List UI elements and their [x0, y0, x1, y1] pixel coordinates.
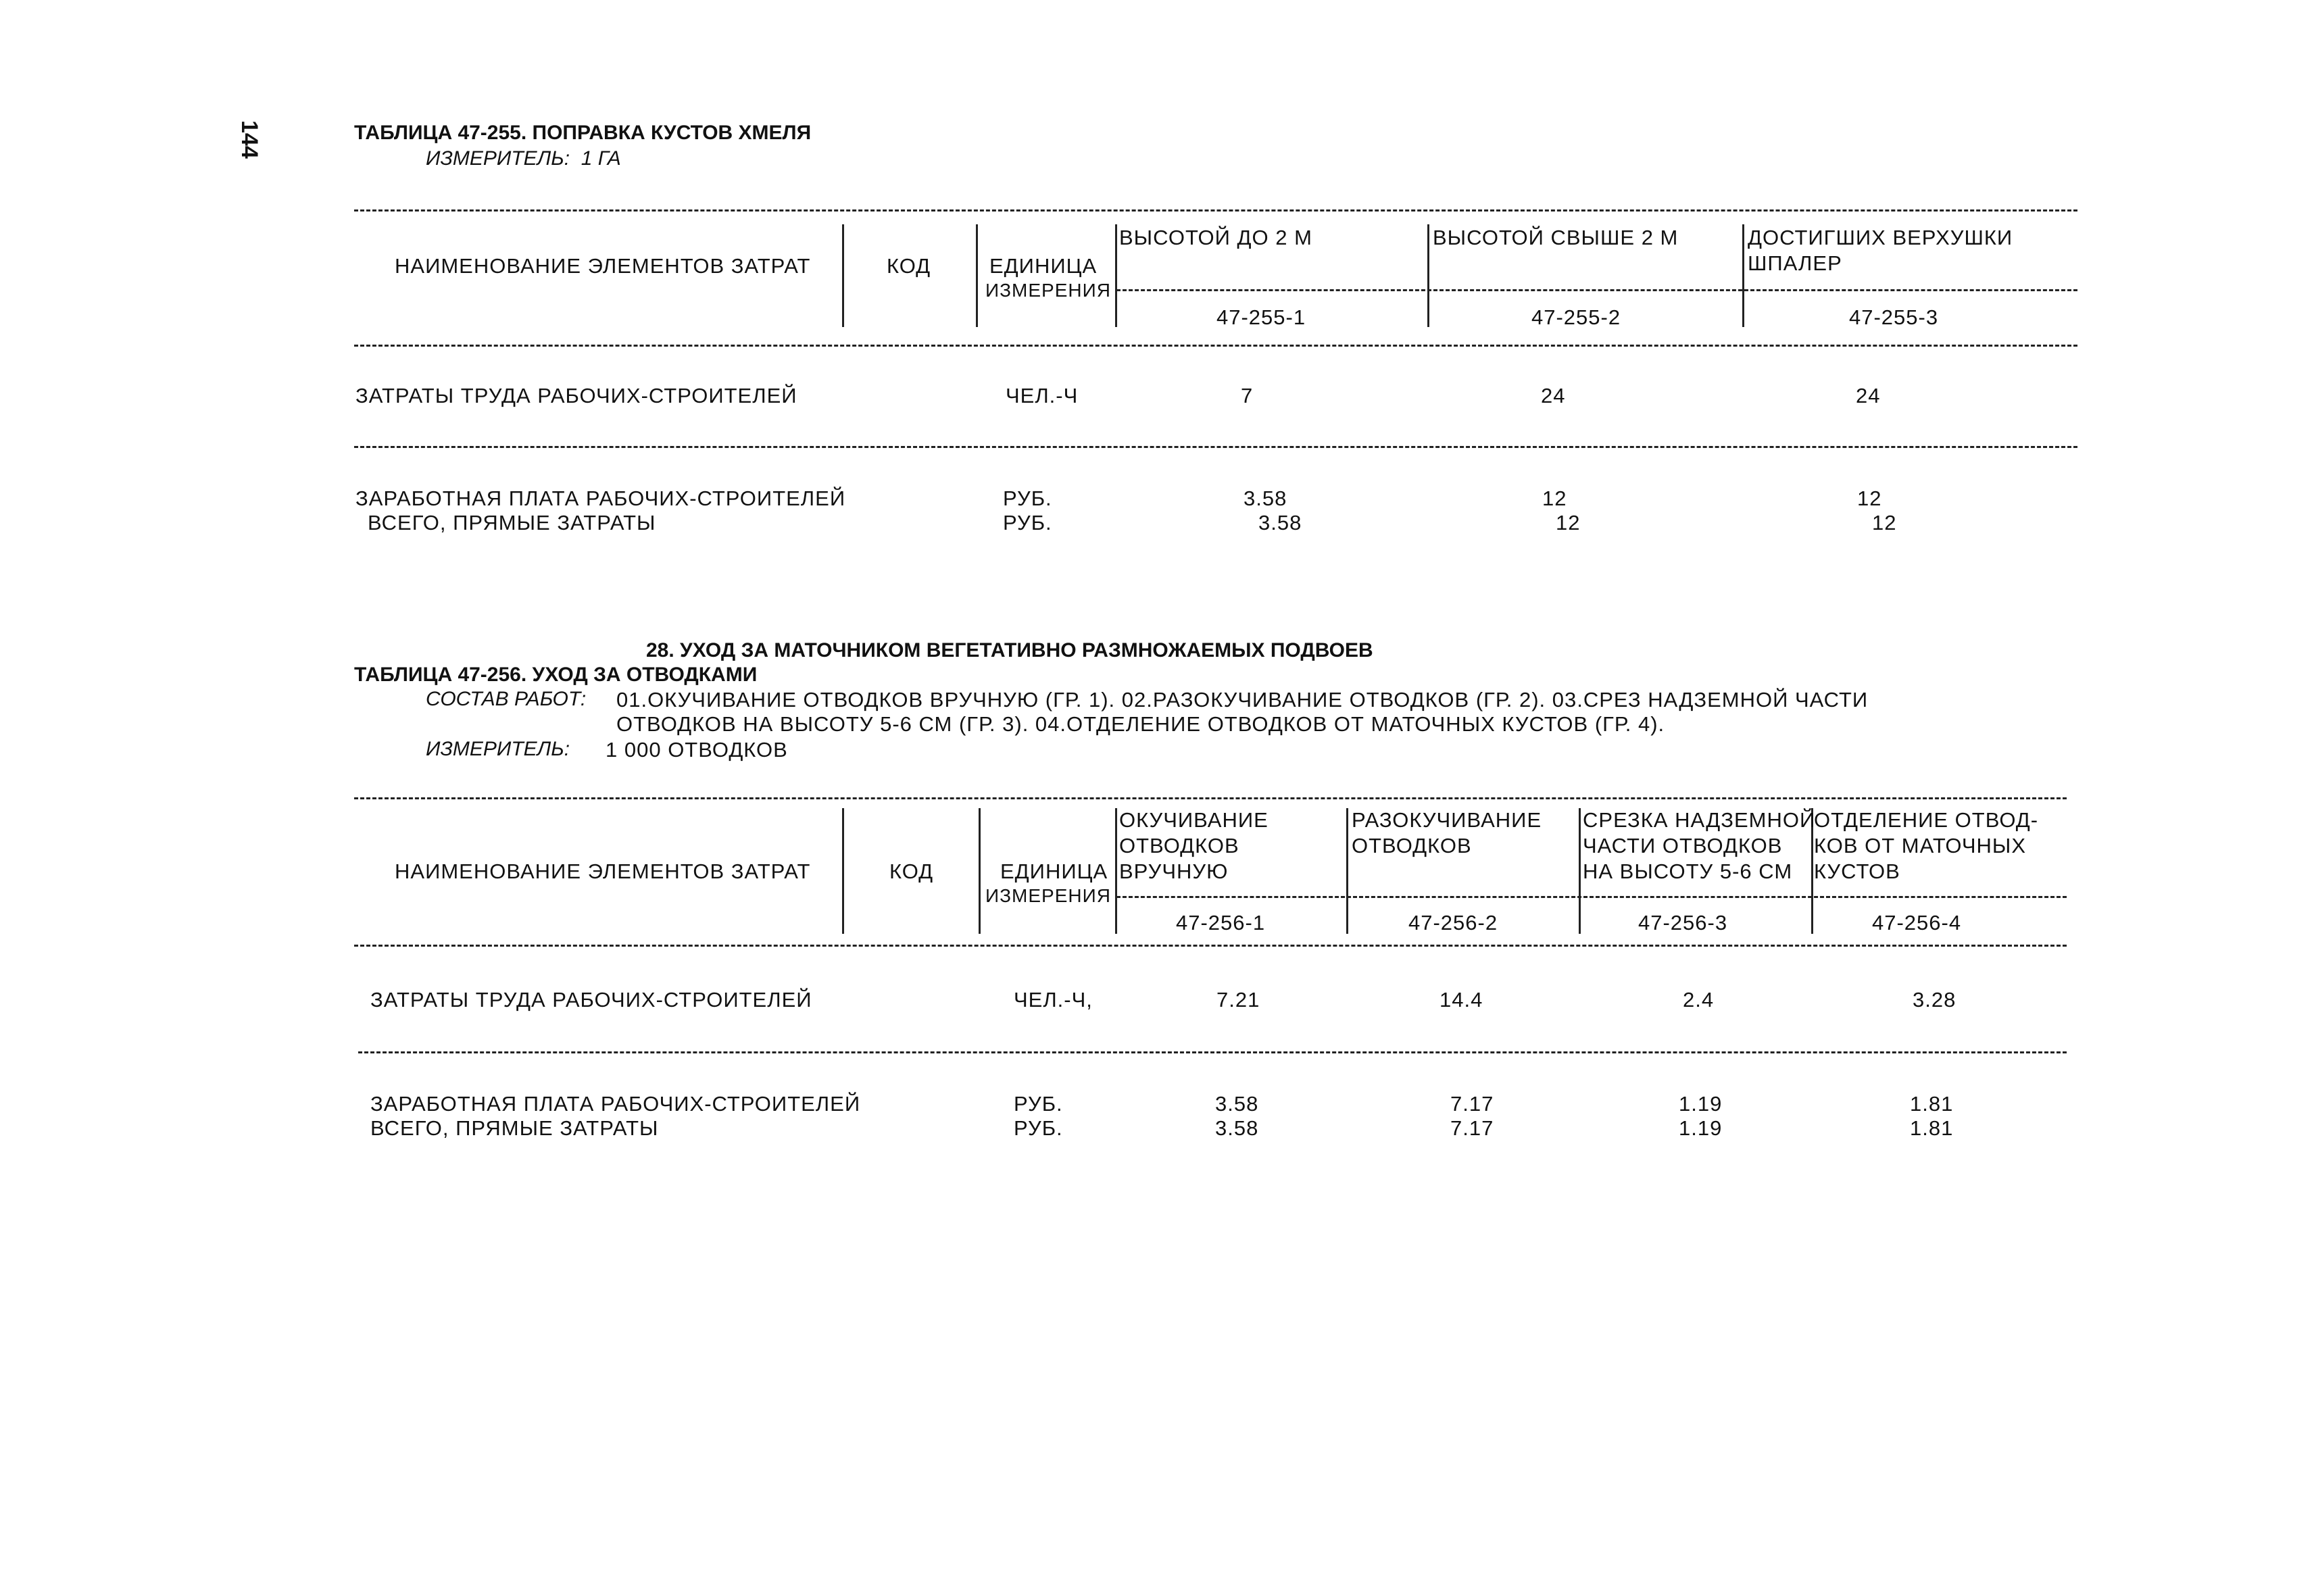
- t256-row3-name: ВСЕГО, ПРЯМЫЕ ЗАТРАТЫ: [370, 1116, 659, 1140]
- t255-row2-unit: РУБ.: [1003, 487, 1052, 510]
- t255-head-code: КОД: [887, 254, 931, 278]
- t256-row2-v3: 1.19: [1679, 1092, 1723, 1116]
- t255-row1-name: ЗАТРАТЫ ТРУДА РАБОЧИХ-СТРОИТЕЛЕЙ: [355, 384, 797, 407]
- t256-head-c4b: КОВ ОТ МАТОЧНЫХ: [1814, 834, 2026, 857]
- t256-code3: 47-256-3: [1638, 911, 1728, 934]
- t256-row1-name: ЗАТРАТЫ ТРУДА РАБОЧИХ-СТРОИТЕЛЕЙ: [370, 988, 812, 1012]
- t255-row3-v3: 12: [1872, 511, 1897, 534]
- t256-head-c2a: РАЗОКУЧИВАНИЕ: [1352, 808, 1542, 832]
- t256-row3-v1: 3.58: [1215, 1116, 1259, 1140]
- t256-row-rule: [358, 1051, 2067, 1053]
- t256-head-c1c: ВРУЧНУЮ: [1119, 859, 1229, 883]
- t256-head-c3a: СРЕЗКА НАДЗЕМНОЙ: [1583, 808, 1816, 832]
- t255-head-col3b: ШПАЛЕР: [1748, 251, 1842, 275]
- t255-vsep-col2: [1742, 224, 1744, 327]
- t255-row2-name: ЗАРАБОТНАЯ ПЛАТА РАБОЧИХ-СТРОИТЕЛЕЙ: [355, 487, 846, 510]
- t256-head-mid-rule: [1116, 896, 2067, 898]
- t256-head-c3b: ЧАСТИ ОТВОДКОВ: [1583, 834, 1783, 857]
- t256-head-c2b: ОТВОДКОВ: [1352, 834, 1472, 857]
- t256-vsep-c2: [1579, 808, 1581, 934]
- t256-head-c1b: ОТВОДКОВ: [1119, 834, 1239, 857]
- t256-work-label: СОСТАВ РАБОТ:: [426, 688, 587, 710]
- t255-row3-v2: 12: [1556, 511, 1581, 534]
- t255-row3-unit: РУБ.: [1003, 511, 1052, 534]
- t256-row3-unit: РУБ.: [1014, 1116, 1063, 1140]
- t255-row1-unit: ЧЕЛ.-Ч: [1006, 384, 1079, 407]
- t256-code2: 47-256-2: [1408, 911, 1498, 934]
- t255-head-unit2: ИЗМЕРЕНИЯ: [985, 280, 1111, 301]
- t255-vsep-unit: [1115, 224, 1117, 327]
- t255-row2-v1: 3.58: [1244, 487, 1287, 510]
- t256-head-c3c: НА ВЫСОТУ 5-6 СМ: [1583, 859, 1793, 883]
- t256-row3-v3: 1.19: [1679, 1116, 1723, 1140]
- t255-head-col1: ВЫСОТОЙ ДО 2 М: [1119, 226, 1312, 249]
- t255-row1-v2: 24: [1541, 384, 1566, 407]
- table-255-meter: ИЗМЕРИТЕЛЬ: 1 ГА: [426, 147, 621, 170]
- t255-code2: 47-255-2: [1531, 305, 1621, 329]
- t255-head-col2: ВЫСОТОЙ СВЫШЕ 2 М: [1433, 226, 1679, 249]
- t255-code3: 47-255-3: [1849, 305, 1939, 329]
- t255-row1-v1: 7: [1241, 384, 1254, 407]
- page-number: 144: [237, 120, 262, 159]
- t255-row3-v1: 3.58: [1258, 511, 1302, 534]
- table-255-top-rule: [354, 209, 2077, 211]
- t256-head-unit1: ЕДИНИЦА: [1000, 859, 1108, 883]
- t256-code4: 47-256-4: [1872, 911, 1962, 934]
- t256-row1-v2: 14.4: [1439, 988, 1483, 1012]
- t256-row2-v1: 3.58: [1215, 1092, 1259, 1116]
- t256-row1-v3: 2.4: [1683, 988, 1715, 1012]
- t255-head-mid-rule: [1116, 289, 2077, 291]
- t256-vsep-c1: [1346, 808, 1348, 934]
- t256-head-code: КОД: [889, 859, 934, 883]
- t256-row2-v4: 1.81: [1910, 1092, 1954, 1116]
- t255-vsep-name: [842, 224, 844, 327]
- t255-head-name: НАИМЕНОВАНИЕ ЭЛЕМЕНТОВ ЗАТРАТ: [395, 254, 811, 278]
- t256-meter-label: ИЗМЕРИТЕЛЬ:: [426, 738, 570, 760]
- t256-head-c1a: ОКУЧИВАНИЕ: [1119, 808, 1269, 832]
- t256-row1-v1: 7.21: [1216, 988, 1260, 1012]
- t256-row1-v4: 3.28: [1913, 988, 1956, 1012]
- table-256-top-rule: [354, 797, 2067, 799]
- table-255-title: ТАБЛИЦА 47-255. ПОПРАВКА КУСТОВ ХМЕЛЯ: [354, 122, 812, 144]
- table-256-title: ТАБЛИЦА 47-256. УХОД ЗА ОТВОДКАМИ: [354, 664, 758, 686]
- t255-row2-v2: 12: [1542, 487, 1567, 510]
- t256-row2-v2: 7.17: [1450, 1092, 1494, 1116]
- t256-head-bottom-rule: [354, 945, 2067, 947]
- t255-head-col3a: ДОСТИГШИХ ВЕРХУШКИ: [1748, 226, 2013, 249]
- t256-row1-unit: ЧЕЛ.-Ч,: [1014, 988, 1093, 1012]
- t256-row2-name: ЗАРАБОТНАЯ ПЛАТА РАБОЧИХ-СТРОИТЕЛЕЙ: [370, 1092, 861, 1116]
- t256-meter-value: 1 000 ОТВОДКОВ: [606, 738, 788, 762]
- t256-code1: 47-256-1: [1176, 911, 1266, 934]
- t256-row3-v4: 1.81: [1910, 1116, 1954, 1140]
- t256-vsep-name: [842, 808, 844, 934]
- t255-head-unit1: ЕДИНИЦА: [989, 254, 1098, 278]
- t255-vsep-col1: [1427, 224, 1429, 327]
- t255-row2-v3: 12: [1857, 487, 1882, 510]
- t256-head-unit2: ИЗМЕРЕНИЯ: [985, 885, 1111, 906]
- t256-vsep-unit: [1115, 808, 1117, 934]
- t255-vsep-code: [976, 224, 978, 327]
- t256-head-c4a: ОТДЕЛЕНИЕ ОТВОД-: [1814, 808, 2039, 832]
- t256-work-line2: ОТВОДКОВ НА ВЫСОТУ 5-6 СМ (ГР. 3). 04.ОТДЕЛЕНИЕ ОТВОДКОВ ОТ МАТОЧНЫХ КУСТОВ (ГР. 4).: [616, 712, 1665, 736]
- section-heading: 28. УХОД ЗА МАТОЧНИКОМ ВЕГЕТАТИВНО РАЗМНОЖАЕМЫХ ПОДВОЕВ: [646, 639, 1373, 662]
- t256-vsep-code: [979, 808, 981, 934]
- t255-row3-name: ВСЕГО, ПРЯМЫЕ ЗАТРАТЫ: [368, 511, 656, 534]
- t255-row-rule: [354, 446, 2077, 448]
- t256-head-c4c: КУСТОВ: [1814, 859, 1900, 883]
- t255-head-bottom-rule: [354, 345, 2077, 347]
- t256-work-line1: 01.ОКУЧИВАНИЕ ОТВОДКОВ ВРУЧНУЮ (ГР. 1). 02.РАЗОКУЧИВАНИЕ ОТВОДКОВ (ГР. 2). 03.СРЕЗ НАДЗЕМНОЙ ЧАСТИ: [616, 688, 1869, 712]
- t256-row2-unit: РУБ.: [1014, 1092, 1063, 1116]
- t255-code1: 47-255-1: [1216, 305, 1306, 329]
- t256-head-name: НАИМЕНОВАНИЕ ЭЛЕМЕНТОВ ЗАТРАТ: [395, 859, 811, 883]
- t256-row3-v2: 7.17: [1450, 1116, 1494, 1140]
- t255-row1-v3: 24: [1856, 384, 1881, 407]
